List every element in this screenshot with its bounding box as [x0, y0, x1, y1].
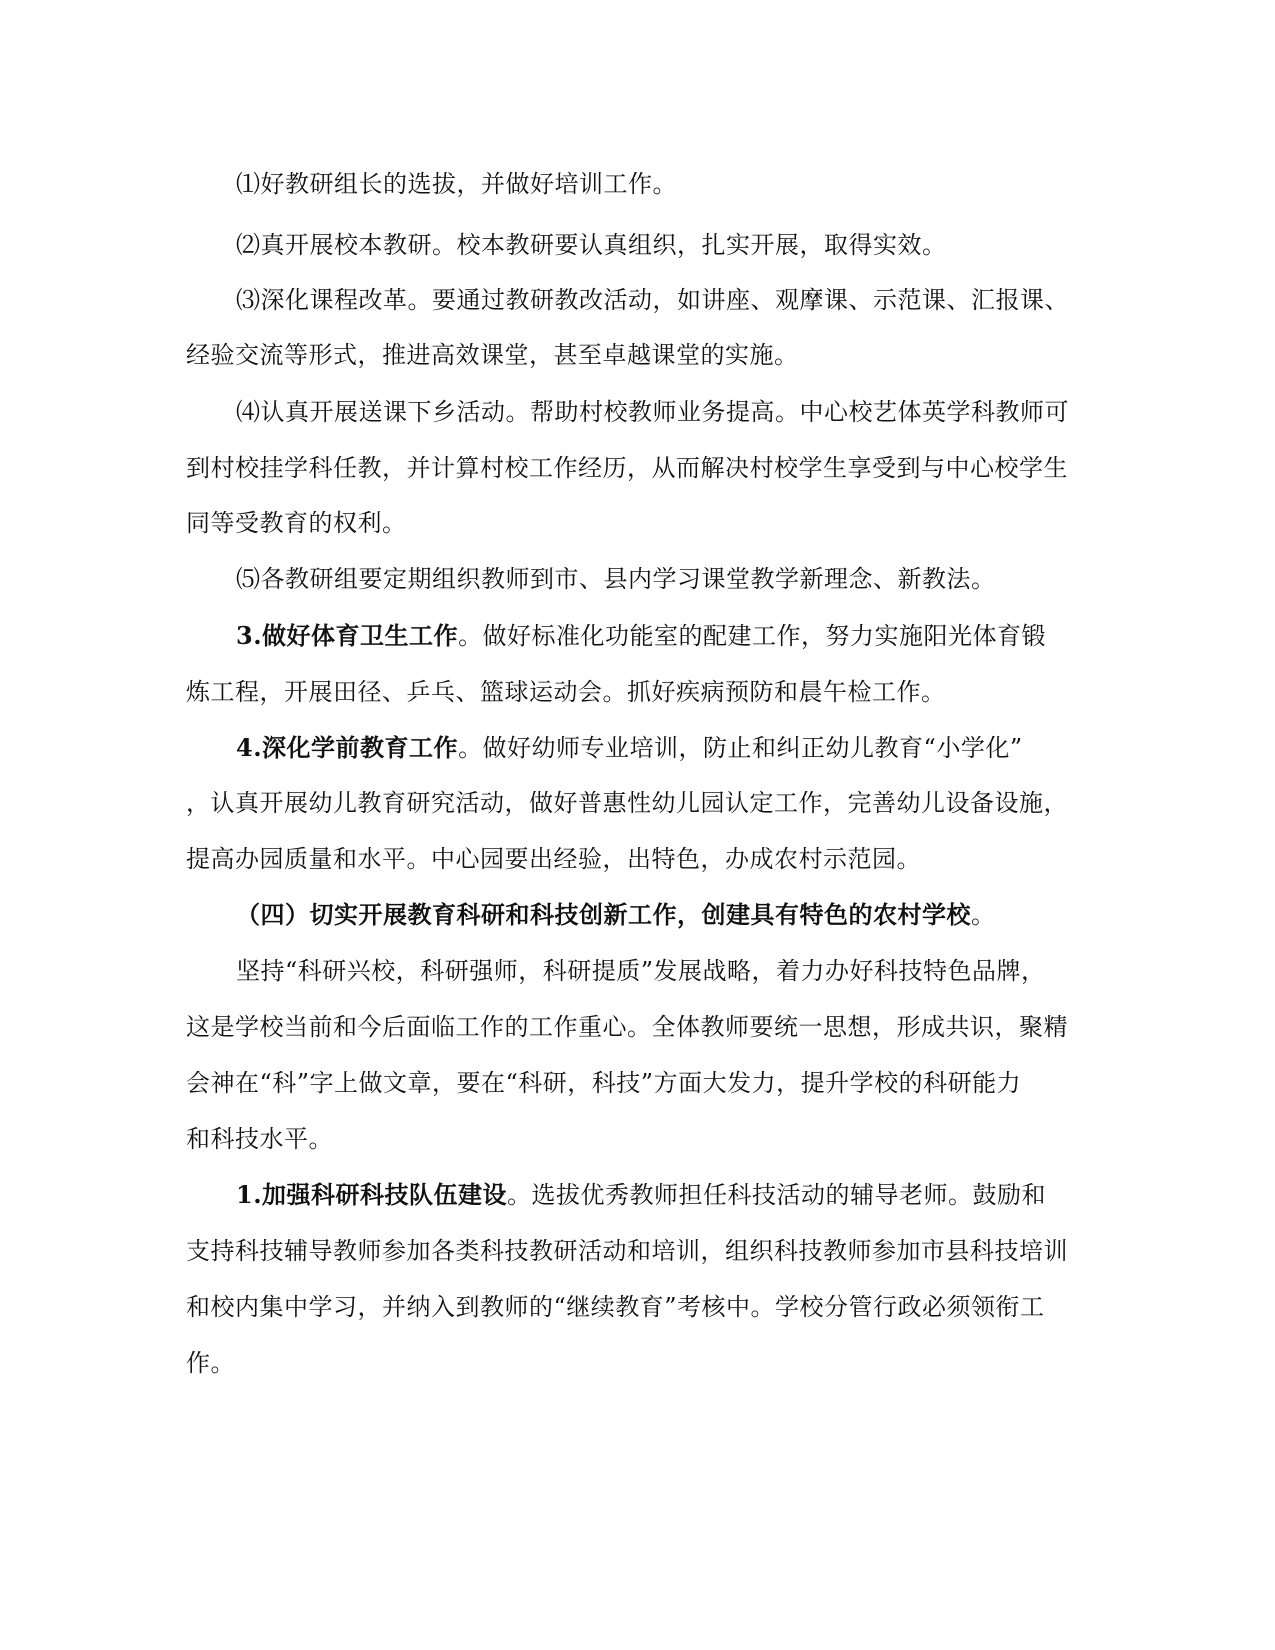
item-4-text: ⑷认真开展送课下乡活动。帮助村校教师业务提高。中心校艺体英学科教师可	[236, 398, 1069, 426]
item-1-text: ⑴好教研组长的选拔，并做好培训工作。	[236, 170, 677, 198]
part-4-para-2	[186, 1011, 1068, 1043]
item-5-text: ⑸各教研组要定期组织教师到市、县内学习课堂教学新理念、新教法。	[236, 565, 996, 593]
item-3-text: ⑶深化课程改革。要通过教研教改活动，如讲座、观摩课、示范课、汇报课、	[236, 286, 1069, 314]
item-2-text: ⑵真开展校本教研。校本教研要认真组织，扎实开展，取得实效。	[236, 231, 947, 259]
item-3	[236, 284, 1069, 316]
sub-1-cont-1-text: 支持科技辅导教师参加各类科技教研活动和培训，组织科技教师参加市县科技培训	[186, 1237, 1068, 1265]
section-4-cont-2-text: 提高办园质量和水平。中心园要出经验，出特色，办成农村示范园。	[186, 845, 921, 873]
item-4-cont-2-text: 同等受教育的权利。	[186, 509, 407, 537]
part-4-para-4-text: 和科技水平。	[186, 1125, 333, 1153]
sub-1-cont-2-text: 和校内集中学习，并纳入到教师的“继续教育”考核中。学校分管行政必须领衔工	[186, 1293, 1045, 1321]
item-3-cont-text: 经验交流等形式，推进高效课堂，甚至卓越课堂的实施。	[186, 341, 799, 369]
item-1	[236, 168, 677, 200]
part-4-para-3-text: 会神在“科”字上做文章，要在“科研，科技”方面大发力，提升学校的科研能力	[186, 1069, 1022, 1097]
section-3-text: 。做好标准化功能室的配建工作，努力实施阳光体育锻	[458, 622, 1047, 650]
section-3-heading	[236, 620, 1046, 652]
sub-1-cont-2	[186, 1291, 1045, 1323]
item-5	[236, 563, 996, 595]
sub-1-cont-3-text: 作。	[186, 1349, 235, 1377]
item-4	[236, 396, 1069, 428]
item-4-cont-1-text: 到村校挂学科任教，并计算村校工作经历，从而解决村校学生享受到与中心校学生	[186, 454, 1068, 482]
part-4-para-3	[186, 1067, 1021, 1099]
section-4-cont-1-text: ，认真开展幼儿教育研究活动，做好普惠性幼儿园认定工作，完善幼儿设备设施，	[186, 789, 1068, 817]
section-4-cont-1	[186, 787, 1068, 819]
section-3-cont-text: 炼工程，开展田径、乒乓、篮球运动会。抓好疾病预防和晨午检工作。	[186, 678, 946, 706]
part-4-para-1	[236, 955, 1046, 987]
part-4-title: （四）切实开展教育科研和科技创新工作，创建具有特色的农村学校	[236, 900, 971, 929]
item-3-cont	[186, 339, 799, 371]
part-4-para-4	[186, 1123, 333, 1155]
part-4-para-1-text: 坚持“科研兴校，科研强师，科研提质”发展战略，着力办好科技特色品牌，	[236, 957, 1046, 985]
part-4-heading	[236, 899, 996, 931]
sub-1-cont-3	[186, 1347, 235, 1379]
part-4-para-2-text: 这是学校当前和今后面临工作的工作重心。全体教师要统一思想，形成共识，聚精	[186, 1013, 1068, 1041]
sub-1-cont-1	[186, 1235, 1068, 1267]
sub-1-title: 1.加强科研科技队伍建设	[236, 1180, 508, 1209]
section-3-cont	[186, 676, 946, 708]
item-4-cont-2	[186, 507, 407, 539]
sub-1-text: 。选拔优秀教师担任科技活动的辅导老师。鼓励和	[507, 1181, 1047, 1209]
sub-1-heading	[236, 1179, 1046, 1211]
section-3-title: 3.做好体育卫生工作	[236, 621, 459, 650]
section-4-cont-2	[186, 843, 921, 875]
section-4-heading	[236, 732, 1023, 764]
item-4-cont-1	[186, 452, 1068, 484]
item-2	[236, 229, 947, 261]
part-4-period: 。	[971, 901, 996, 929]
section-4-text: 。做好幼师专业培训，防止和纠正幼儿教育“小学化”	[458, 734, 1023, 762]
section-4-title: 4.深化学前教育工作	[236, 733, 459, 762]
